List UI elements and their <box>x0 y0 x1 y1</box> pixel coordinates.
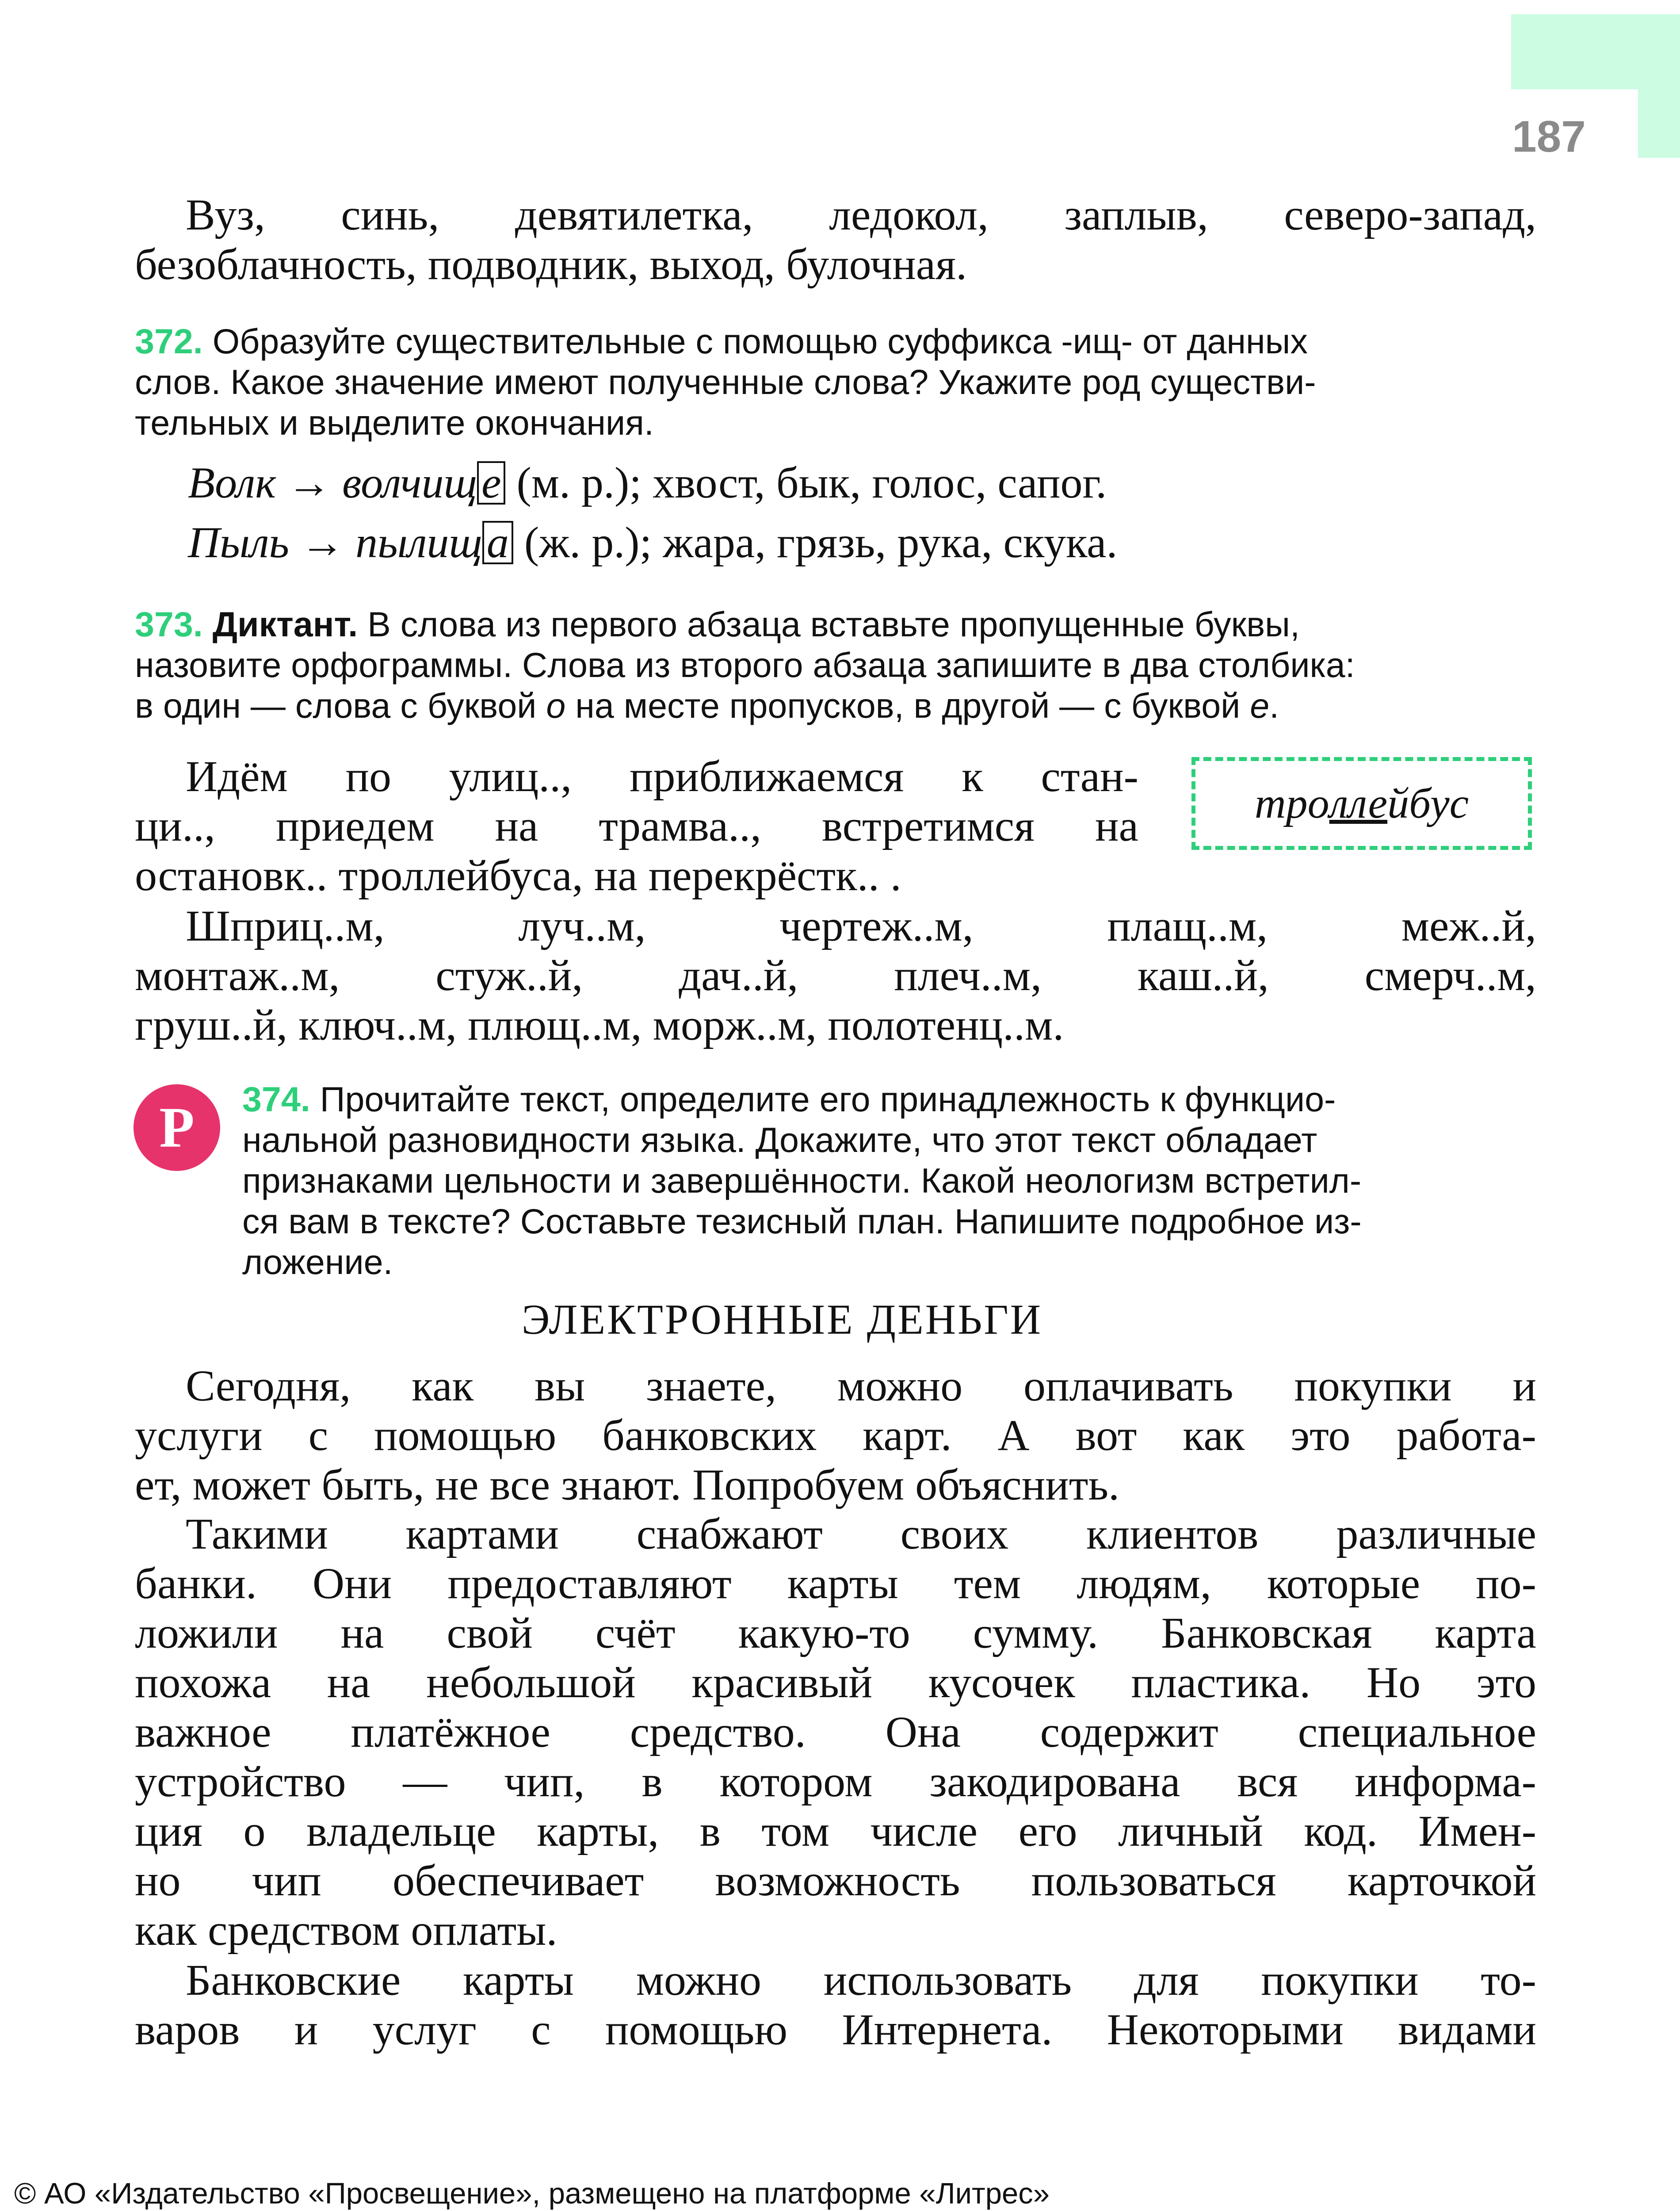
text-line <box>135 1806 1536 1856</box>
word: числе <box>870 1806 978 1855</box>
word: с <box>308 1411 328 1460</box>
word: и <box>294 2005 318 2054</box>
text-paragraph-1 <box>135 1361 1536 1510</box>
word: содержит <box>1040 1707 1218 1756</box>
word: монтаж..м, <box>135 951 340 1000</box>
word: Некоторыми <box>1107 2005 1344 2054</box>
word: стуж..й, <box>435 951 583 1000</box>
word: Интернета. <box>842 2005 1053 2054</box>
word: знаете, <box>646 1361 777 1410</box>
corner-decoration-side <box>1638 14 1680 158</box>
word: Они <box>312 1559 392 1608</box>
word: можно <box>636 1955 762 2004</box>
text-line <box>135 1361 1536 1411</box>
text-line: слов. Какое значение имеют полученные слова? Укажите род существи- <box>135 362 1316 402</box>
text-fragment: В слова из первого абзаца вставьте пропущенные буквы, <box>358 604 1300 644</box>
word: какую-то <box>738 1608 910 1657</box>
word: — <box>403 1757 447 1806</box>
word: на <box>1095 801 1138 850</box>
word: помощью <box>605 2005 788 2054</box>
word: встретимся <box>821 801 1035 850</box>
copyright-footer: © АО «Издательство «Просвещение», размещено на платформе «Литрес» <box>14 2177 1050 2210</box>
word: банки. <box>135 1559 257 1608</box>
word: средство. <box>630 1707 806 1756</box>
word: информа- <box>1355 1757 1536 1806</box>
word: на <box>495 801 538 850</box>
word: тем <box>954 1559 1021 1608</box>
word: важное <box>135 1707 271 1756</box>
ending-box: а <box>482 521 513 564</box>
word: которые <box>1267 1559 1420 1608</box>
dictation-paragraph-2 <box>135 901 1536 1050</box>
word: как <box>412 1361 474 1410</box>
word: владельце <box>306 1806 496 1855</box>
word: чертеж..м, <box>779 901 974 950</box>
arrow-symbol: → <box>286 458 331 507</box>
word: Банковская <box>1161 1608 1372 1657</box>
word: к <box>962 752 983 801</box>
text-line: остановк.. троллейбуса, на перекрёстк.. . <box>135 851 901 900</box>
word: возможность <box>715 1856 960 1905</box>
word: ци.., <box>135 801 216 850</box>
word: Сегодня, <box>186 1361 351 1410</box>
word: похожа <box>135 1658 271 1707</box>
word: Но <box>1366 1658 1421 1707</box>
word: дач..й, <box>679 951 798 1000</box>
word: небольшой <box>426 1658 636 1707</box>
text-line <box>135 951 1536 1000</box>
text-paragraph-2 <box>135 1509 1536 1955</box>
word: карточкой <box>1347 1856 1536 1905</box>
text-line <box>135 1559 1536 1608</box>
word: свой <box>447 1608 533 1657</box>
word: устройство <box>135 1757 346 1806</box>
word: видами <box>1398 2005 1536 2054</box>
text-line <box>135 1757 1536 1806</box>
exercise-374-line-1 <box>242 1079 1536 1120</box>
text-fragment: в один — слова с буквой <box>135 686 546 725</box>
word: вы <box>534 1361 585 1410</box>
word: пользоваться <box>1031 1856 1276 1905</box>
word: оплачивать <box>1023 1361 1233 1410</box>
text-title: ЭЛЕКТРОННЫЕ ДЕНЬГИ <box>522 1296 1043 1343</box>
word: пластика. <box>1131 1658 1311 1707</box>
example-line-1 <box>188 453 1107 513</box>
word: на <box>327 1658 370 1707</box>
word: на <box>340 1608 384 1657</box>
word: услуги <box>135 1411 263 1460</box>
word: ложили <box>135 1608 278 1657</box>
example-word: Пыль <box>188 518 290 567</box>
text-line <box>135 1856 1536 1905</box>
text-line <box>135 1707 1536 1757</box>
vocab-underlined: лле <box>1329 780 1388 827</box>
word: карты, <box>537 1806 659 1855</box>
word: ция <box>135 1806 203 1855</box>
text-line <box>135 2005 1536 2054</box>
word: том <box>761 1806 830 1855</box>
word: в <box>641 1757 663 1806</box>
word: карт. <box>863 1411 952 1460</box>
page-number: 187 <box>1512 112 1586 161</box>
word: закодирована <box>929 1757 1180 1806</box>
text-line <box>135 1955 1536 2005</box>
example-rest: (ж. р.); жара, грязь, рука, скука. <box>513 518 1118 567</box>
word: можно <box>837 1361 963 1410</box>
word: луч..м, <box>518 901 646 950</box>
text-line <box>135 1608 1536 1658</box>
word: но <box>135 1856 181 1905</box>
intro-words <box>135 190 1536 289</box>
word: клиентов <box>1086 1509 1259 1558</box>
word: платёжное <box>351 1707 550 1756</box>
word: Вуз, <box>186 190 265 239</box>
word: красивый <box>691 1658 873 1707</box>
word: покупки <box>1261 1955 1419 2004</box>
letter-e: е <box>1250 686 1270 725</box>
word: и <box>1512 1361 1536 1410</box>
example-word: Волк <box>188 458 276 507</box>
vocab-part: йбус <box>1387 780 1469 827</box>
word: это <box>1291 1411 1351 1460</box>
word: котором <box>719 1757 873 1806</box>
exercise-number: 374. <box>242 1079 310 1119</box>
exercise-number: 373. <box>135 604 203 644</box>
word: обеспечивает <box>392 1856 644 1905</box>
word: трамва.., <box>599 801 762 850</box>
text-fragment: . <box>1269 686 1279 725</box>
word: о <box>243 1806 266 1855</box>
word: сумму. <box>973 1608 1099 1657</box>
word: личный <box>1118 1806 1263 1855</box>
text-line <box>135 801 1138 851</box>
word: плащ..м, <box>1107 901 1268 950</box>
text-line: назовите орфограммы. Слова из второго абзаца запишите в два столбика: <box>135 645 1355 685</box>
word: с <box>531 2005 551 2054</box>
text-paragraph-3 <box>135 1955 1536 2054</box>
word: предоставляют <box>447 1559 732 1608</box>
word: стан- <box>1041 752 1138 801</box>
derived-word: волчищ <box>342 458 477 507</box>
ending-box: е <box>477 461 505 505</box>
word: Она <box>885 1707 961 1756</box>
dictation-paragraph-1 <box>135 752 1138 900</box>
word: улиц.., <box>449 752 572 801</box>
text-line: нальной разновидности языка. Докажите, что этот текст обладает <box>242 1120 1317 1159</box>
text-fragment: Прочитайте текст, определите его принадлежность к функцио- <box>310 1079 1336 1119</box>
word: как <box>1183 1411 1245 1460</box>
word: банковских <box>602 1411 817 1460</box>
text-line <box>135 1658 1536 1707</box>
word: людям, <box>1077 1559 1211 1608</box>
text-line <box>135 1509 1536 1559</box>
exercise-372 <box>135 321 1536 443</box>
text-line: признаками цельности и завершённости. Какой неологизм встретил- <box>242 1161 1362 1200</box>
example-rest: (м. р.); хвост, бык, голос, сапог. <box>505 458 1107 507</box>
word: Банковские <box>186 1955 401 2004</box>
word: работа- <box>1396 1411 1536 1460</box>
letter-o: о <box>546 686 566 725</box>
word: по- <box>1476 1559 1536 1608</box>
exercise-373-line-1 <box>135 604 1536 645</box>
word: услуг <box>372 2005 477 2054</box>
text-line: ложение. <box>242 1242 393 1281</box>
exercise-372-line-1 <box>135 321 1536 362</box>
text-line: тельных и выделите окончания. <box>135 403 654 442</box>
word: Шприц..м, <box>186 901 385 950</box>
exercise-374 <box>242 1079 1536 1282</box>
word: для <box>1134 1955 1199 2004</box>
speech-development-icon: Р <box>134 1084 220 1171</box>
text-line: Образуйте существительные с помощью суффикса -ищ- от данных <box>212 321 1308 361</box>
word: синь, <box>341 190 439 239</box>
text-fragment: на месте пропусков, в другой — с буквой <box>565 686 1250 725</box>
word: карта <box>1435 1608 1536 1657</box>
text-line <box>135 190 1536 240</box>
word: счёт <box>595 1608 676 1657</box>
exercise-number: 372. <box>135 321 203 361</box>
word: заплыв, <box>1064 190 1208 239</box>
vocab-part: тро <box>1254 780 1329 827</box>
example-line-2 <box>188 513 1118 572</box>
word: использовать <box>823 1955 1072 2004</box>
word: по <box>345 752 392 801</box>
word: приближаемся <box>630 752 904 801</box>
word: покупки <box>1294 1361 1452 1410</box>
word: вся <box>1237 1757 1298 1806</box>
text-line <box>135 1411 1536 1460</box>
word: в <box>699 1806 721 1855</box>
word: помощью <box>374 1411 557 1460</box>
text-line: безоблачность, подводник, выход, булочная. <box>135 240 967 289</box>
word: А <box>997 1411 1030 1460</box>
word: девятилетка, <box>515 190 753 239</box>
word: чип <box>252 1856 321 1905</box>
word: специальное <box>1298 1707 1536 1756</box>
text-line: груш..й, ключ..м, плющ..м, морж..м, полотенц..м. <box>135 1000 1064 1049</box>
word: Имен- <box>1418 1806 1536 1855</box>
word: своих <box>900 1509 1009 1558</box>
word: чип, <box>504 1757 585 1806</box>
word: его <box>1018 1806 1077 1855</box>
word: то- <box>1481 1955 1536 2004</box>
arrow-symbol: → <box>300 518 345 567</box>
word: смерч..м, <box>1364 951 1536 1000</box>
word: карты <box>462 1955 574 2004</box>
word: Такими <box>186 1509 328 1558</box>
word: каш..й, <box>1137 951 1269 1000</box>
word: картами <box>405 1509 559 1558</box>
word: плеч..м, <box>894 951 1042 1000</box>
text-line: ся вам в тексте? Составьте тезисный план. Напишите подробное из- <box>242 1201 1362 1241</box>
word: снабжают <box>636 1509 823 1558</box>
text-line: как средством оплаты. <box>135 1905 557 1955</box>
dictation-label: Диктант. <box>212 604 358 644</box>
word: вот <box>1075 1411 1137 1460</box>
word: карты <box>787 1559 898 1608</box>
word: кусочек <box>928 1658 1075 1707</box>
text-line <box>135 901 1536 951</box>
word: код. <box>1304 1806 1378 1855</box>
word: Идём <box>186 752 288 801</box>
word: меж..й, <box>1401 901 1536 950</box>
word: северо-запад, <box>1284 190 1536 239</box>
vocabulary-word-box <box>1191 757 1532 850</box>
text-line <box>135 752 1138 801</box>
word: ледокол, <box>829 190 989 239</box>
exercise-373-line-3 <box>135 685 1536 726</box>
exercise-373 <box>135 604 1536 726</box>
word: варов <box>135 2005 240 2054</box>
word: приедем <box>275 801 435 850</box>
text-line: ет, может быть, не все знают. Попробуем объяснить. <box>135 1460 1120 1509</box>
word: различные <box>1336 1509 1536 1558</box>
word: это <box>1476 1658 1536 1707</box>
derived-word: пылищ <box>355 518 482 567</box>
